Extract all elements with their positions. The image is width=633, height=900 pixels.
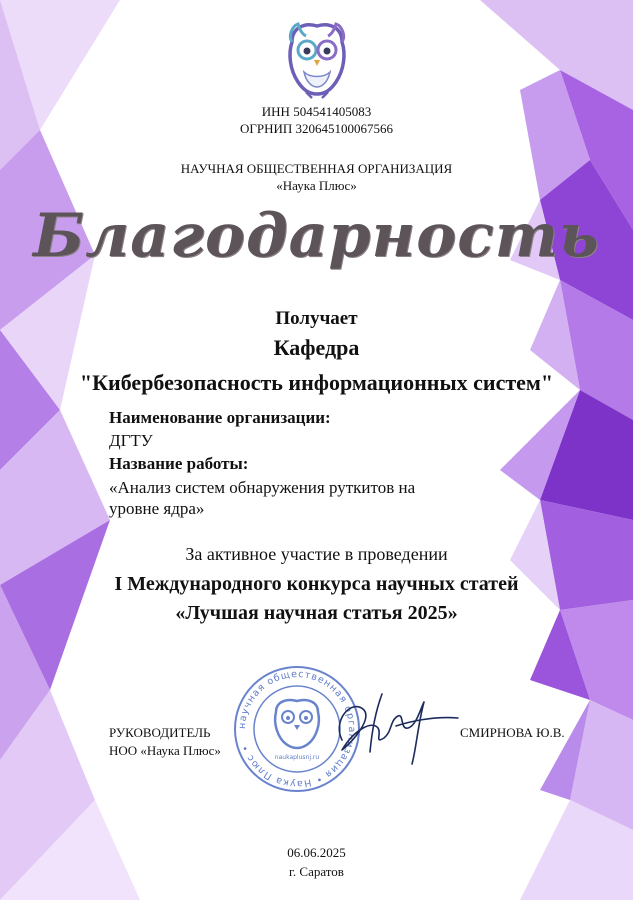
contest-name-line-2: «Лучшая научная статья 2025» [175,602,458,624]
recipient-line-2: "Кибербезопасность информационных систем" [79,370,554,395]
certificate-title: Благодарность [33,201,600,271]
stamp-site: naukaplusnj.ru [274,754,320,761]
work-label: Название работы: [109,454,249,473]
signatory-role-line-2: НОО «Наука Плюс» [109,743,221,758]
signature-image [312,680,462,770]
work-title-line-1: «Анализ систем обнаружения руткитов на [109,478,416,497]
recipient-line-1: Кафедра [273,335,360,360]
organization-name: «Наука Плюс» [276,178,357,193]
signatory-role-line-1: РУКОВОДИТЕЛЬ [109,725,211,740]
stamp-text: научная общественная организация • Наука Плюс • [236,668,358,790]
organization-label: Наименование организации: [109,408,331,427]
issue-date: 06.06.2025 [287,845,346,860]
owl-icon [286,20,348,100]
issue-city: г. Саратов [289,864,344,879]
organization-type: НАУЧНАЯ ОБЩЕСТВЕННАЯ ОРГАНИЗАЦИЯ [180,161,453,176]
work-title-line-2: уровне ядра» [109,499,205,518]
ogrnip: ОГРНИП 320645100067566 [239,121,394,136]
receives-label: Получает [275,308,358,329]
contest-name-line-1: I Международного конкурса научных статей [114,573,519,595]
participation-text: За активное участие в проведении [185,544,448,564]
signatory-name: СМИРНОВА Ю.В. [460,725,565,740]
inn: ИНН 504541405083 [261,104,372,119]
organization-value: ДГТУ [109,431,153,450]
